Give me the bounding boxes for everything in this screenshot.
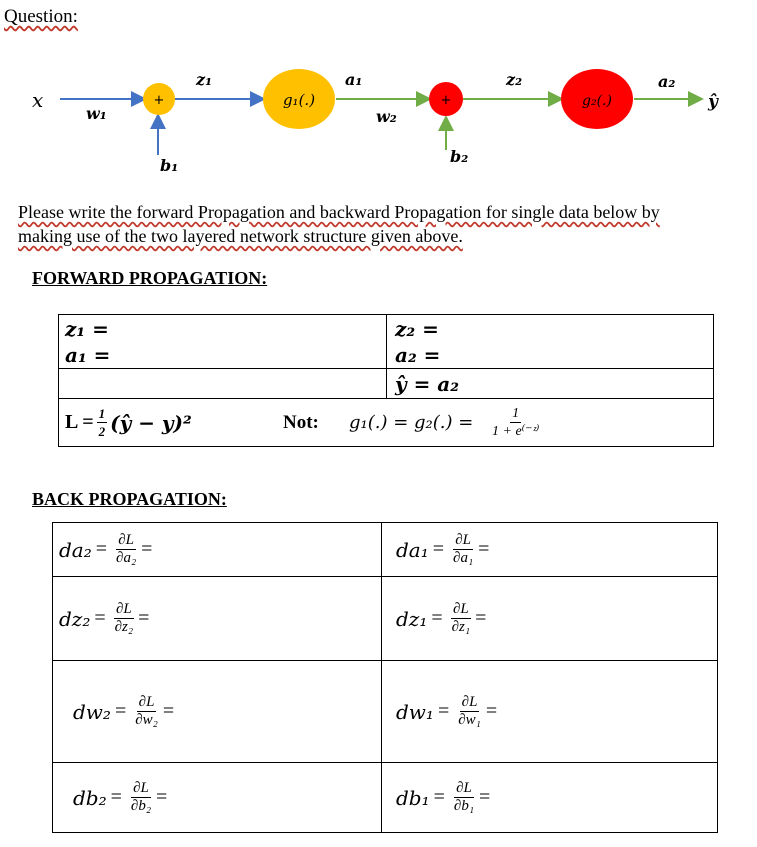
gradient-var: dw₂ (73, 699, 111, 724)
z1-eq: z₁ = (65, 317, 109, 341)
backprop-cell-right (382, 523, 718, 577)
gradient-var: db₁ (396, 785, 430, 810)
gradient-var: dz₂ (59, 606, 91, 631)
equals-sign: = (156, 786, 168, 808)
label-z1: z₁ (196, 70, 213, 89)
partial-derivative: $\frac{\partial L}{\text{∂w₁}}$ (458, 694, 481, 728)
label-b2: b₂ (450, 147, 469, 166)
instruction-line-2: making use of the two layered network structure given above. (18, 226, 463, 246)
equals-sign: = (475, 607, 487, 629)
partial-derivative: $\frac{\partial L}{\text{∂a₁}}$ (453, 532, 474, 566)
label-b1: b₁ (160, 156, 179, 175)
label-g1: g₁(.) (282, 91, 316, 109)
partial-derivative: $\frac{\partial L}{\text{∂z₂}}$ (114, 601, 134, 635)
equals-sign: = (478, 538, 490, 560)
equals-sign: = (95, 538, 108, 560)
forward-table (58, 314, 714, 447)
question-title: Question: (4, 6, 78, 27)
gradient-var: dz₁ (396, 606, 428, 631)
gradient-var: da₁ (396, 537, 429, 562)
yhat-eq: ŷ = a₂ (395, 371, 460, 396)
backward-table (52, 522, 718, 833)
note-eq: g₁(.) = g₂(.) = (349, 412, 474, 433)
backprop-cell-left (53, 661, 382, 763)
gradient-var: db₂ (73, 785, 107, 810)
sigmoid-fraction: $\frac{1}{\text{1 + e⁽⁻ᶻ⁾}}$ (492, 406, 540, 439)
forward-cell-left (59, 315, 387, 369)
backprop-cell-left (53, 577, 382, 661)
loss-rest: (ŷ − y)² (110, 410, 192, 435)
instruction-line-1: Please write the forward Propagation and backward Propagation for single data below by (18, 202, 660, 222)
a1-eq: a₁ = (65, 343, 111, 367)
label-x: x (32, 88, 44, 112)
equals-sign: = (162, 700, 175, 722)
loss-prefix: L = (65, 411, 94, 433)
equals-sign: = (138, 607, 150, 629)
note-label: Not: (283, 411, 319, 433)
equals-sign: = (114, 700, 127, 722)
a2-eq: a₂ = (395, 343, 441, 367)
equals-sign: = (110, 786, 122, 808)
loss-row (59, 399, 714, 447)
gradient-var: dw₁ (396, 699, 434, 724)
backprop-cell-right (382, 577, 718, 661)
backprop-row (53, 577, 718, 661)
network-diagram (0, 55, 757, 185)
forward-heading: FORWARD PROPAGATION: (32, 268, 268, 288)
sum1-plus: + (153, 93, 165, 108)
equals-sign: = (432, 538, 445, 560)
z2-eq: z₂ = (395, 317, 439, 341)
backprop-row (53, 661, 718, 763)
backprop-cell-left (53, 763, 382, 833)
label-a2: a₂ (658, 72, 676, 91)
instruction-paragraph (18, 200, 718, 248)
equals-sign: = (437, 700, 450, 722)
label-z2: z₂ (506, 70, 523, 89)
yhat-cell (387, 369, 714, 399)
forward-empty-cell (59, 369, 387, 399)
partial-derivative: $\frac{\partial L}{\text{∂a₂}}$ (116, 532, 137, 566)
label-w2: w₂ (376, 107, 397, 126)
backprop-cell-right (382, 661, 718, 763)
backward-heading: BACK PROPAGATION: (32, 489, 227, 509)
gradient-var: da₂ (59, 537, 92, 562)
backprop-cell-right (382, 763, 718, 833)
label-w1: w₁ (86, 104, 107, 123)
backprop-row (53, 523, 718, 577)
backprop-cell-left (53, 523, 382, 577)
forward-cell-right (387, 315, 714, 369)
equals-sign: = (141, 538, 153, 560)
label-yhat: ŷ (708, 92, 718, 112)
equals-sign: = (94, 607, 106, 629)
equals-sign: = (485, 700, 498, 722)
label-g2: g₂(.) (582, 93, 612, 109)
partial-derivative: $\frac{\partial L}{\text{∂z₁}}$ (451, 601, 471, 635)
equals-sign: = (433, 786, 445, 808)
partial-derivative: $\frac{\partial L}{\text{∂b₂}}$ (130, 780, 152, 814)
backprop-row (53, 763, 718, 833)
equals-sign: = (431, 607, 443, 629)
partial-derivative: $\frac{\partial L}{\text{∂b₁}}$ (453, 780, 475, 814)
partial-derivative: $\frac{\partial L}{\text{∂w₂}}$ (135, 694, 158, 728)
sum2-plus: + (440, 93, 452, 108)
loss-half: $\frac{1}{2}$ (98, 406, 106, 439)
label-a1: a₁ (345, 70, 363, 89)
equals-sign: = (479, 786, 491, 808)
